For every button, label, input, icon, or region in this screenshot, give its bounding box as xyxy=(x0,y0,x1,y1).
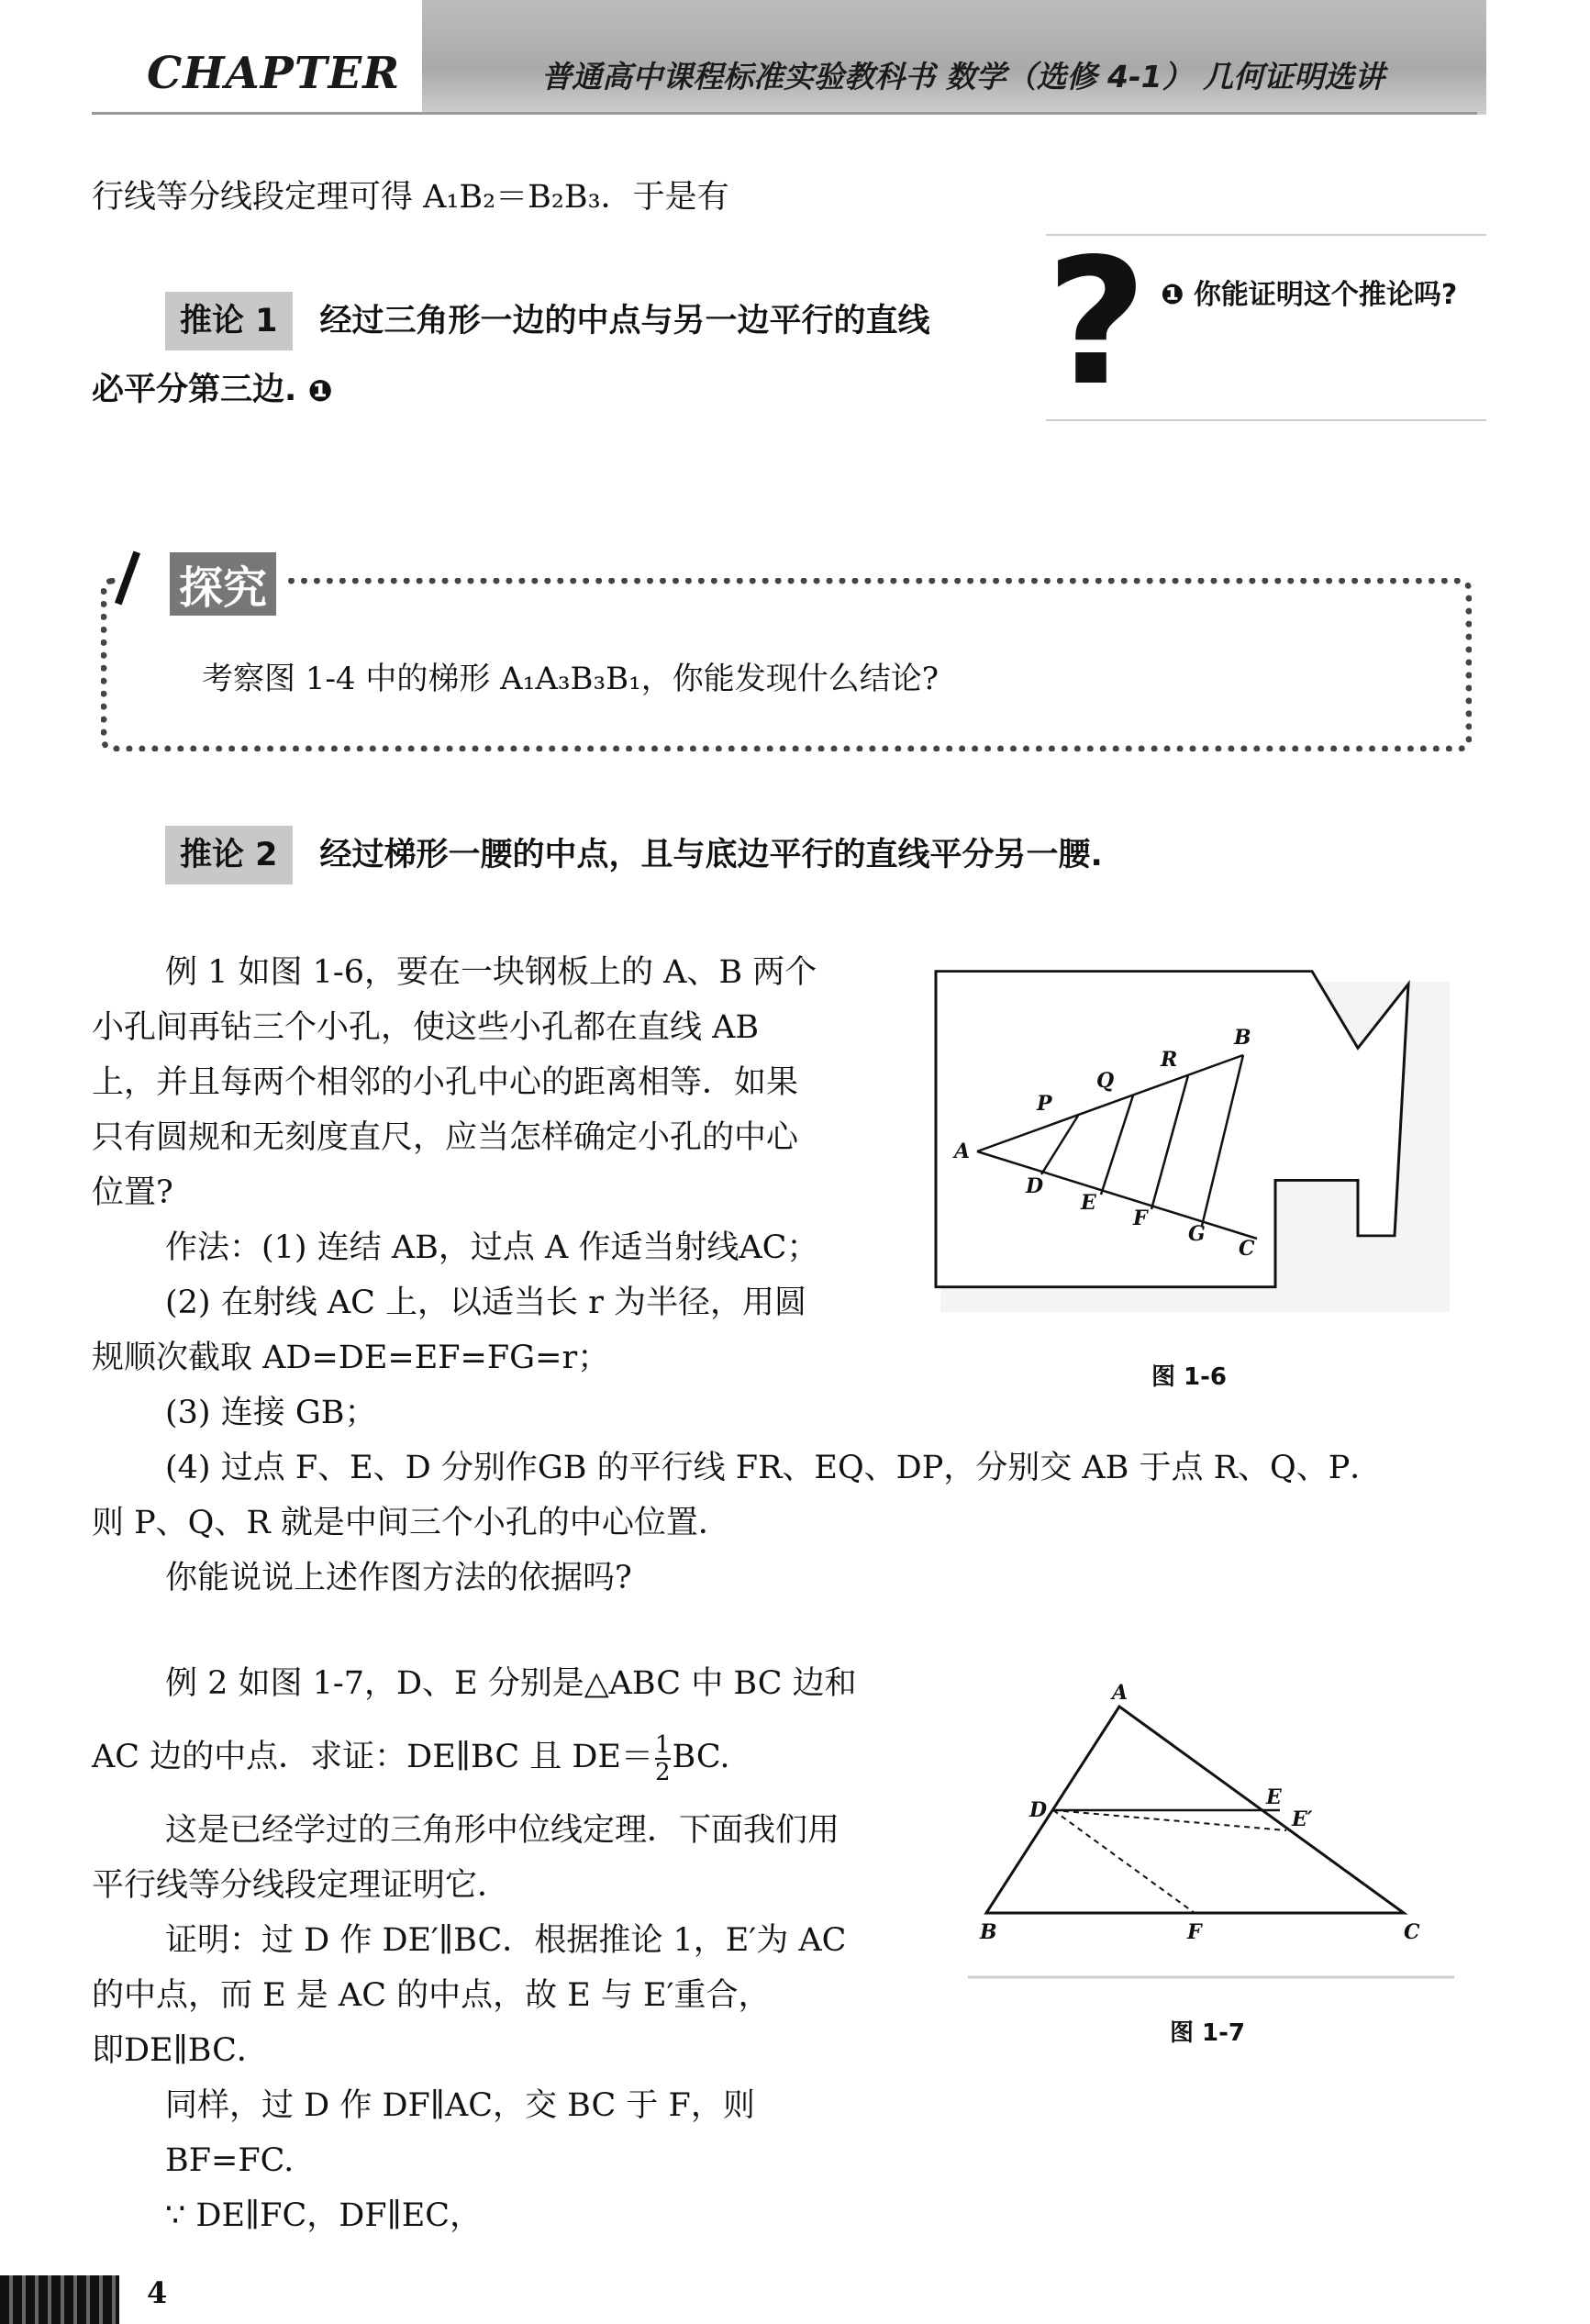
fig7-label-C: C xyxy=(1404,1920,1420,1944)
example2-line: 证明：过 D 作 DE′∥BC．根据推论 1，E′为 AC xyxy=(165,1922,847,1959)
fig7-label-A: A xyxy=(1112,1681,1129,1705)
example1-line: (2) 在射线 AC 上，以适当长 r 为半径，用圆 xyxy=(165,1284,806,1321)
example1-line: 你能说说上述作图方法的依据吗? xyxy=(165,1560,632,1596)
example2-line: BF=FC. xyxy=(165,2142,295,2179)
figure-1-6 xyxy=(927,963,1459,1330)
side-note-marker: ❶ xyxy=(1161,279,1184,311)
example2-line: 这是已经学过的三角形中位线定理．下面我们用 xyxy=(165,1812,840,1849)
example2-claim: AC 边的中点．求证：DE∥BC 且 DE＝ xyxy=(92,1739,653,1775)
example1-line: 作法：(1) 连结 AB，过点 A 作适当射线AC； xyxy=(165,1229,819,1266)
fig7-label-E-prime: E′ xyxy=(1292,1807,1313,1831)
fraction-half xyxy=(655,1732,671,1785)
explore-title xyxy=(119,550,284,614)
chapter-label: CHAPTER xyxy=(147,48,401,99)
label-G: G xyxy=(1188,1222,1206,1246)
label-E: E xyxy=(1081,1191,1096,1215)
corollary2 xyxy=(165,826,1103,884)
example1-line: 例 1 如图 1-6，要在一块钢板上的 A、B 两个 xyxy=(165,954,817,991)
line-DF xyxy=(1053,1810,1195,1913)
question-mark-icon: ? xyxy=(1046,221,1148,424)
corollary1-line2 xyxy=(92,362,333,417)
footer-bar xyxy=(0,2275,119,2324)
fig7-label-D: D xyxy=(1029,1798,1048,1822)
example1-line: 则 P、Q、R 就是中间三个小孔的中心位置． xyxy=(92,1505,730,1541)
corollary2-text: 经过梯形一腰的中点，且与底边平行的直线平分另一腰. xyxy=(319,837,1103,873)
header-rule xyxy=(92,112,1477,115)
figure-1-7 xyxy=(963,1679,1459,1982)
label-D: D xyxy=(1026,1174,1044,1198)
example2-line2 xyxy=(92,1729,730,1785)
footnote-marker: ❶ xyxy=(307,373,333,408)
side-note-body: 你能证明这个推论吗? xyxy=(1193,279,1458,311)
fig7-label-B: B xyxy=(980,1920,997,1944)
intro-line: 行线等分线段定理可得 A₁B₂＝B₂B₃．于是有 xyxy=(92,179,729,216)
label-C: C xyxy=(1239,1237,1255,1261)
example2-line: ∵ DE∥FC，DF∥EC， xyxy=(165,2197,483,2234)
side-note-text xyxy=(1161,272,1477,318)
figure-1-7-caption: 图 1-7 xyxy=(1170,2019,1246,2047)
label-R: R xyxy=(1161,1048,1178,1072)
example1-line: (4) 过点 F、E、D 分别作GB 的平行线 FR、EQ、DP，分别交 AB 于点 R、Q、P． xyxy=(165,1450,1383,1486)
fraction-denominator: 2 xyxy=(654,1758,671,1786)
fig7-label-F: F xyxy=(1187,1920,1202,1944)
page-number: 4 xyxy=(147,2275,168,2310)
label-A: A xyxy=(954,1140,971,1163)
figure-1-6-caption: 图 1-6 xyxy=(1151,1363,1228,1391)
example1-line: 位置? xyxy=(92,1174,173,1211)
label-F: F xyxy=(1133,1206,1148,1230)
explore-title-text: 探究 xyxy=(170,552,276,616)
label-P: P xyxy=(1037,1092,1052,1116)
example1-line: 上，并且每两个相邻的小孔中心的距离相等．如果 xyxy=(92,1064,799,1101)
example2-line: 的中点，而 E 是 AC 的中点，故 E 与 E′重合， xyxy=(92,1977,771,2014)
example1-line: 规顺次截取 AD=DE=EF=FG=r； xyxy=(92,1340,610,1376)
page-header xyxy=(0,0,1590,128)
example2-line1: 例 2 如图 1-7，D、E 分别是△ABC 中 BC 边和 xyxy=(165,1665,857,1702)
example2-claim-end: BC. xyxy=(672,1739,730,1775)
corollary2-tag: 推论 2 xyxy=(165,826,293,884)
corollary1-line1 xyxy=(165,292,930,350)
fraction-numerator: 1 xyxy=(654,1730,671,1759)
corollary1-text2: 必平分第三边. xyxy=(92,372,297,408)
example1-line: (3) 连接 GB； xyxy=(165,1395,377,1431)
example2-line: 即DE∥BC． xyxy=(92,2032,269,2069)
example2-line: 同样，过 D 作 DF∥AC，交 BC 于 F，则 xyxy=(165,2087,755,2124)
side-note xyxy=(1046,221,1486,424)
fig7-label-E: E xyxy=(1266,1785,1282,1809)
example1-line: 只有圆规和无刻度直尺，应当怎样确定小孔的中心 xyxy=(92,1119,799,1156)
label-B: B xyxy=(1234,1026,1251,1050)
explore-text: 考察图 1-4 中的梯形 A₁A₃B₃B₁，你能发现什么结论? xyxy=(202,661,939,697)
label-Q: Q xyxy=(1096,1069,1115,1093)
explore-slash-icon xyxy=(115,550,140,605)
corollary1-tag: 推论 1 xyxy=(165,292,293,350)
line-DE-prime xyxy=(1053,1810,1286,1830)
book-title: 普通高中课程标准实验教科书 数学（选修 4-1） 几何证明选讲 xyxy=(541,59,1385,95)
example2-proof xyxy=(92,1803,846,2243)
example2-line: 平行线等分线段定理证明它． xyxy=(92,1867,510,1904)
corollary1-text1: 经过三角形一边的中点与另一边平行的直线 xyxy=(319,303,930,339)
example1-line: 小孔间再钻三个小孔，使这些小孔都在直线 AB xyxy=(92,1009,760,1046)
